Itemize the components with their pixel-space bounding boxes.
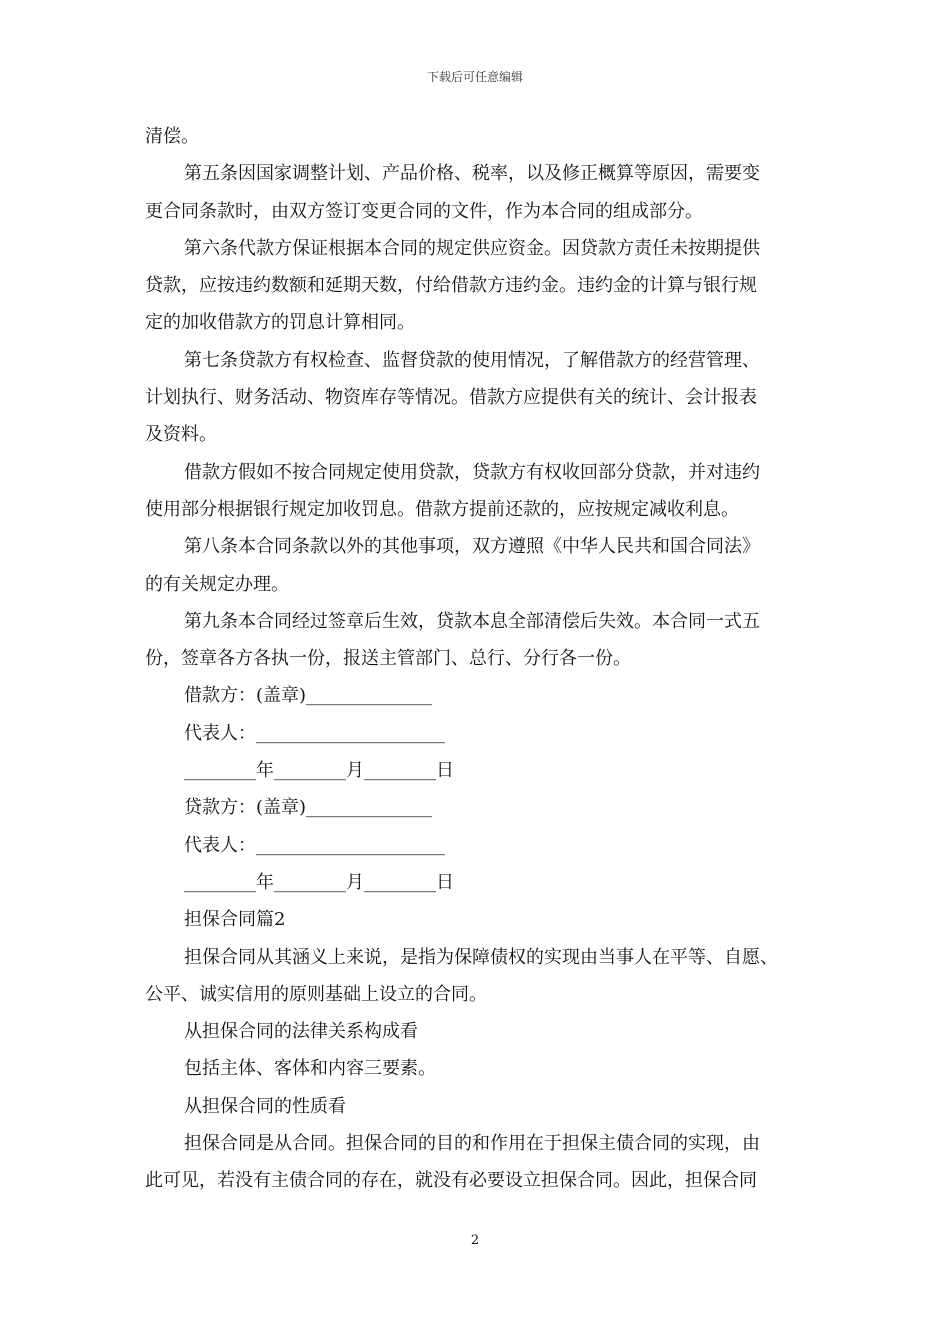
lender-signature-line: 贷款方：(盖章)______________ <box>184 797 433 819</box>
borrower-representative-line: 代表人：_____________________ <box>184 722 445 744</box>
borrower-date-line: ________年________月________日 <box>184 760 454 782</box>
text-line: 第五条因国家调整计划、产品价格、税率，以及修正概算等原因，需要变 <box>184 163 760 185</box>
text-line: 第八条本合同条款以外的其他事项，双方遵照《中华人民共和国合同法》 <box>184 536 760 558</box>
text-line: 清偿。 <box>145 126 199 147</box>
text-line: 使用部分根据银行规定加收罚息。借款方提前还款的，应按规定减收利息。 <box>145 498 739 520</box>
section-heading: 担保合同篇2 <box>184 909 286 931</box>
text-line: 计划执行、财务活动、物资库存等情况。借款方应提供有关的统计、会计报表 <box>145 387 757 409</box>
text-line: 第九条本合同经过签章后生效，贷款本息全部清偿后失效。本合同一式五 <box>184 610 760 632</box>
text-line: 的有关规定办理。 <box>145 573 289 595</box>
text-line: 借款方假如不按合同规定使用贷款，贷款方有权收回部分贷款，并对违约 <box>184 461 760 483</box>
text-line: 从担保合同的法律关系构成看 <box>184 1021 418 1043</box>
text-line: 贷款，应按违约数额和延期天数，付给借款方违约金。违约金的计算与银行规 <box>145 275 757 297</box>
text-line: 更合同条款时，由双方签订变更合同的文件，作为本合同的组成部分。 <box>145 200 703 222</box>
text-line: 担保合同是从合同。担保合同的目的和作用在于担保主债合同的实现，由 <box>184 1133 760 1155</box>
page-header: 下载后可任意编辑 <box>426 70 523 84</box>
text-line: 第六条代款方保证根据本合同的规定供应资金。因贷款方责任未按期提供 <box>184 237 760 259</box>
document-body <box>145 118 809 1200</box>
lender-representative-line: 代表人：_____________________ <box>184 834 445 856</box>
text-line: 定的加收借款方的罚息计算相同。 <box>145 312 415 334</box>
text-line: 第七条贷款方有权检查、监督贷款的使用情况，了解借款方的经营管理、 <box>184 349 760 371</box>
text-line: 包括主体、客体和内容三要素。 <box>184 1058 436 1080</box>
text-line: 及资料。 <box>145 424 217 446</box>
text-line: 公平、诚实信用的原则基础上设立的合同。 <box>145 983 487 1005</box>
lender-date-line: ________年________月________日 <box>184 871 454 893</box>
text-line: 此可见，若没有主债合同的存在，就没有必要设立担保合同。因此，担保合同 <box>145 1170 757 1192</box>
page-number: 2 <box>470 1233 480 1248</box>
borrower-signature-line: 借款方：(盖章)______________ <box>184 685 433 707</box>
text-line: 份，签章各方各执一份，报送主管部门、总行、分行各一份。 <box>145 648 631 670</box>
text-line: 从担保合同的性质看 <box>184 1095 346 1117</box>
text-line: 担保合同从其涵义上来说，是指为保障债权的实现由当事人在平等、自愿、 <box>184 946 778 968</box>
